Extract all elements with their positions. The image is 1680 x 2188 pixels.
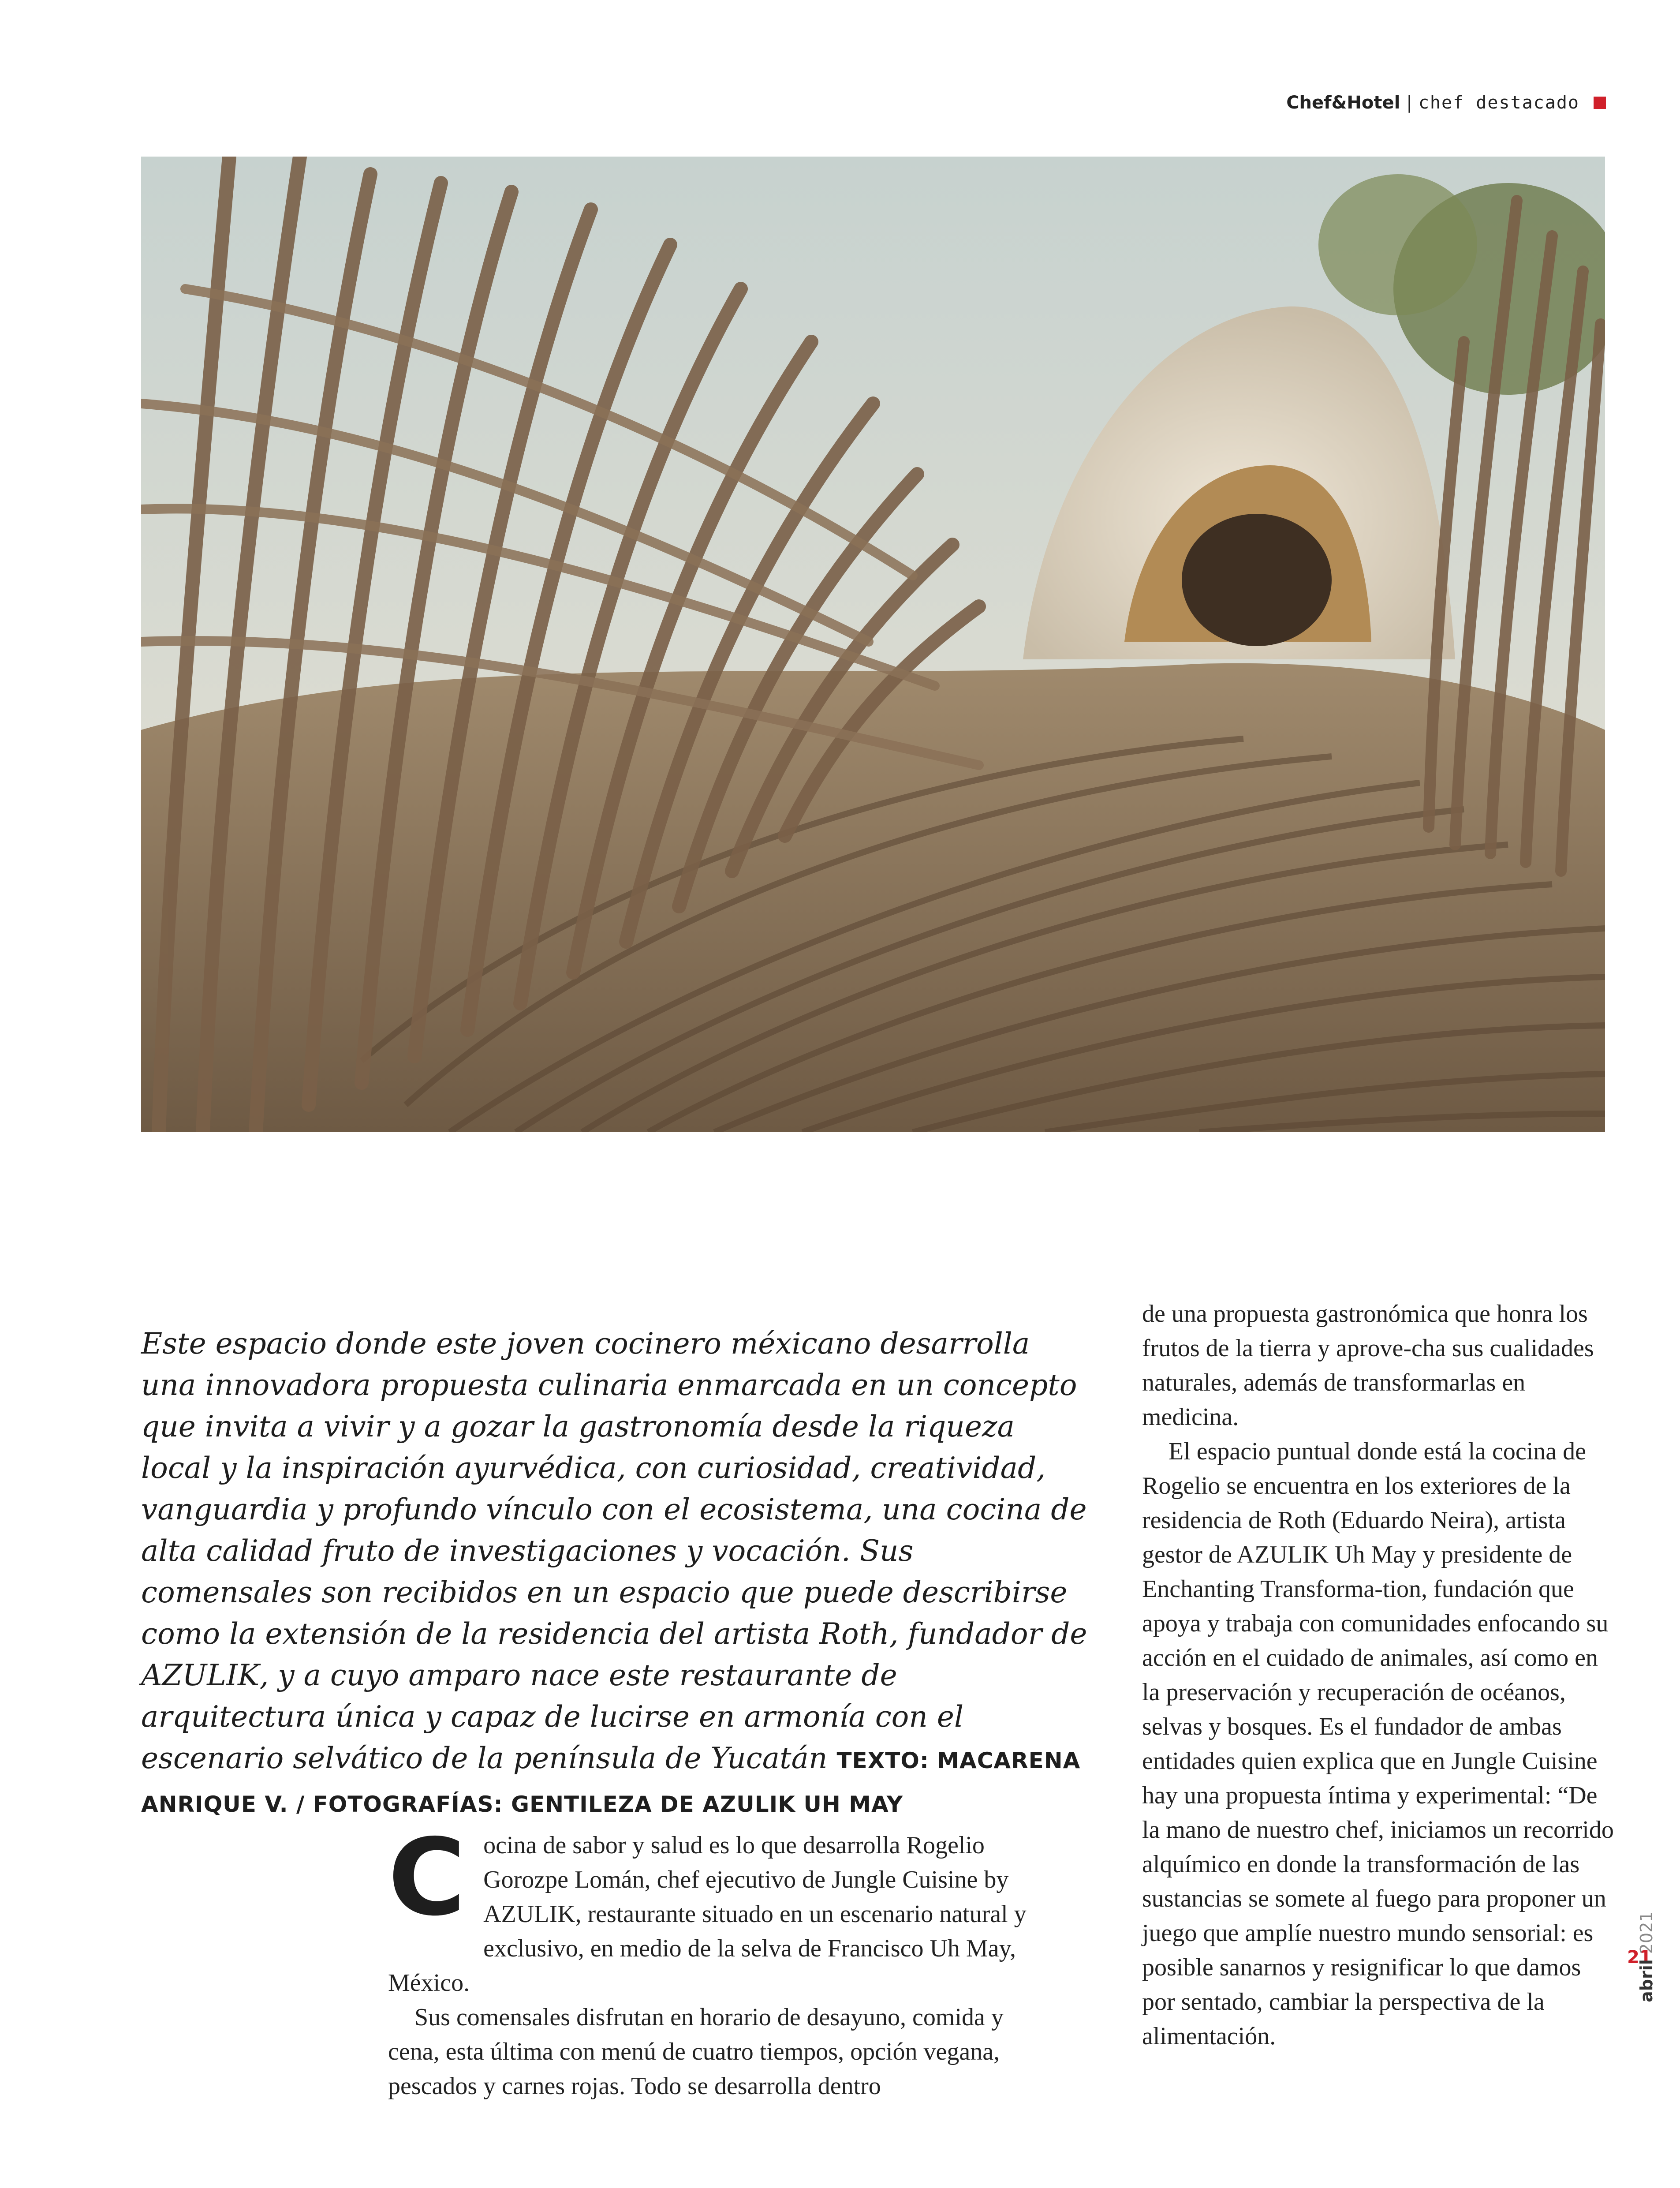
article-credits: TEXTO: MACARENA ANRIQUE V. / FOTOGRAFÍAS: GENTILEZA DE AZULIK UH MAY xyxy=(141,1748,1081,1817)
red-square-marker-icon xyxy=(1594,97,1606,109)
issue-year: 2021 xyxy=(1637,1911,1656,1954)
lead-text: Este espacio donde este joven cocinero méxicano desarrolla una innovadora propuesta culinaria enmarcada en un concepto que invita a vivir y a gozar la gastronomía desde la riqueza local y la inspiración ayurvédica, con curiosidad, creatividad, vanguardia y profundo vínculo con el ecosistema, una cocina de alta calidad fruto de investigaciones y vocación. Sus comensales son recibidos en un espacio que puede describirse como la extensión de la residencia del artista Roth, fundador de AZULIK, y a cuyo amparo nace este restaurante de arquitectura única y capaz de lucirse en armonía con el escenario selvático de la península de Yucatán xyxy=(141,1327,1087,1775)
body-paragraph: El espacio puntual donde está la cocina de Rogelio se encuentra en los exteriores de la residencia de Roth (Eduardo Neira), artista gestor de AZULIK Uh May y presidente de Enchanting Transforma-tion, fundación que apoya y trabaja con comunidades enfocando su acción en el cuidado de animales, así como en la preservación y recuperación de océanos, selvas y bosques. Es el fundador de ambas entidades quien explica que en Jungle Cuisine hay una propuesta íntima y experimental: “De la mano de nuestro chef, iniciamos un recorrido alquímico en donde la transformación de las sustancias se somete al fuego para proponer un juego que amplíe nuestro mundo sensorial: es posible sanarnos y resignificar lo que damos por sentado, cambiar la perspectiva de la alimentación. xyxy=(1142,1438,1614,2050)
issue-month: abril xyxy=(1637,1959,1656,2002)
feature-photo xyxy=(141,157,1605,1132)
body-paragraph: de una propuesta gastronómica que honra los frutos de la tierra y aprove-cha sus cualidades naturales, además de transformarlas en medicina. xyxy=(1142,1300,1594,1431)
body-paragraph: Sus comensales disfrutan en horario de desayuno, comida y cena, esta última con menú de cuatro tiempos, opción vegana, pescados y carnes rojas. Todo se desarrolla dentro xyxy=(388,2004,1004,2100)
body-paragraph: ocina de sabor y salud es lo que desarrolla Rogelio Gorozpe Lomán, chef ejecutivo de Jungle Cuisine by AZULIK, restaurante situado en un escenario natural y exclusivo, en medio de la selva de Francisco Uh May, México. xyxy=(388,1832,1027,1997)
wooden-branch-walkway-icon xyxy=(141,157,1605,1132)
magazine-brand: Chef&Hotel xyxy=(1286,93,1400,113)
running-header xyxy=(1286,93,1606,113)
drop-cap: C xyxy=(388,1816,466,1939)
lead-paragraph xyxy=(141,1323,1089,1825)
section-name: chef destacado xyxy=(1418,93,1579,113)
header-separator: | xyxy=(1406,93,1412,113)
body-column-right xyxy=(1142,1297,1614,2053)
issue-date xyxy=(1637,1911,1656,2002)
body-column-left xyxy=(388,1816,1058,2103)
page-number: 21 xyxy=(1627,1947,1652,1967)
